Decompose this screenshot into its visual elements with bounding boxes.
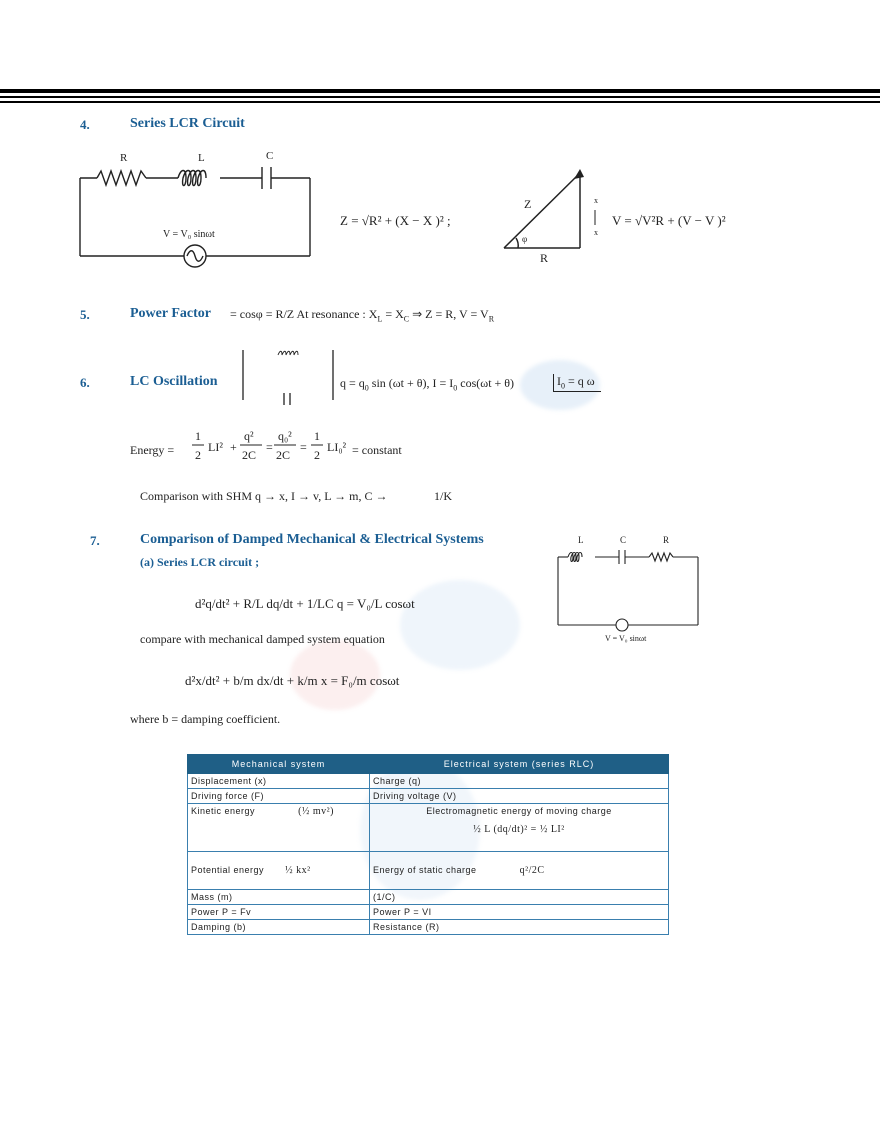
resistor-label: R xyxy=(120,152,128,164)
kinetic-energy-formula: (½ mv²) xyxy=(298,806,334,817)
section-title: Power Factor xyxy=(130,306,211,321)
phasor-triangle-diagram xyxy=(498,165,610,265)
lc-box-part: = q ω xyxy=(568,374,595,388)
lc-part: cos(ωt + θ) xyxy=(460,376,515,390)
table-cell-text: Energy of static charge xyxy=(373,865,477,875)
phasor-r-label: R xyxy=(540,251,549,265)
table-row xyxy=(188,920,669,935)
table-header: Electrical system (series RLC) xyxy=(370,755,669,774)
section-title: LC Oscillation xyxy=(130,374,218,389)
section-number: 5. xyxy=(80,307,90,322)
capacitor-label: C xyxy=(266,150,274,162)
table-cell-text: Kinetic energy xyxy=(191,806,256,816)
table-cell: Power P = VI xyxy=(370,905,669,920)
lc-part: sin (ωt + θ), I = I xyxy=(371,376,454,390)
svg-text:+: + xyxy=(230,440,237,454)
table-row xyxy=(188,774,669,789)
table-cell: Driving force (F) xyxy=(188,789,370,804)
damping-note: where b = damping coefficient. xyxy=(130,712,281,726)
power-factor-text: = cosφ = R/Z At resonance : $X_L = X_C$ ⇒ Z = R, $V = V_R$ xyxy=(230,307,495,324)
circuit2-l-label: L xyxy=(578,535,584,545)
table-cell xyxy=(188,852,370,890)
table-row xyxy=(188,804,669,852)
section-number: 6. xyxy=(80,375,90,390)
table-row xyxy=(188,852,669,890)
table-cell xyxy=(370,804,669,852)
section-title: Series LCR Circuit xyxy=(130,116,245,131)
svg-text:1: 1 xyxy=(195,429,201,443)
svg-text:x: x xyxy=(594,228,598,237)
table-cell xyxy=(370,852,669,890)
power-factor-part: = X xyxy=(385,307,404,321)
circuit2-c-label: C xyxy=(620,535,627,545)
series-lcr-circuit-diagram-2 xyxy=(553,545,703,640)
svg-text:1: 1 xyxy=(314,429,320,443)
shm-comparison: Comparison with SHM q → x, I → v, L → m, C → xyxy=(140,489,388,503)
lc-boxed-result: $I_0 = q$ ω xyxy=(553,374,601,392)
table-cell: Displacement (x) xyxy=(188,774,370,789)
power-factor-part: ⇒ Z = R, V = V xyxy=(412,307,489,321)
table-cell: Mass (m) xyxy=(188,890,370,905)
section-number: 4. xyxy=(80,117,90,132)
svg-text:=: = xyxy=(300,440,307,454)
power-factor-part: = cosφ = R/Z At resonance : X xyxy=(230,307,378,321)
lc-circuit-diagram xyxy=(238,345,338,415)
svg-text:2: 2 xyxy=(314,448,320,462)
inductor-label: L xyxy=(198,152,205,164)
potential-energy-formula: ½ kx² xyxy=(285,865,311,876)
impedance-formula: Z = √R² + (X − X )² ; xyxy=(340,213,451,228)
svg-text:LI²: LI² xyxy=(208,440,223,454)
shm-fraction: 1/K xyxy=(434,489,452,503)
table-cell: Damping (b) xyxy=(188,920,370,935)
voltage-formula: V = √V²R + (V − V )² xyxy=(612,213,726,228)
circuit2-r-label: R xyxy=(663,535,670,545)
svg-text:q₀²: q₀² xyxy=(278,429,292,443)
section-number: 7. xyxy=(90,533,100,548)
lc-box-part: I xyxy=(557,374,561,388)
table-cell: Resistance (R) xyxy=(370,920,669,935)
svg-text:2: 2 xyxy=(195,448,201,462)
table-row xyxy=(188,789,669,804)
header-rule-thick xyxy=(0,89,880,93)
phasor-angle-label: φ xyxy=(522,234,528,244)
svg-text:x: x xyxy=(594,196,598,205)
section-title: Comparison of Damped Mechanical & Electrical Systems xyxy=(140,532,484,547)
svg-text:2C: 2C xyxy=(242,448,257,462)
comparison-table xyxy=(187,754,669,935)
svg-text:LI₀²: LI₀² xyxy=(327,440,347,454)
em-energy-formula: ½ L (dq/dt)² = ½ LI² xyxy=(473,824,565,835)
lc-part: q = q xyxy=(340,376,365,390)
energy-label: Energy = xyxy=(130,443,175,457)
circuit2-source-label: V = V₀ sinωt xyxy=(605,634,647,643)
header-rule-thin xyxy=(0,101,880,103)
table-row xyxy=(188,890,669,905)
lcr-differential-equation: d²q/dt² + R/L dq/dt + 1/LC q = V₀/L cosωt xyxy=(195,596,415,611)
table-cell-text: Potential energy xyxy=(191,865,265,875)
table-cell: Charge (q) xyxy=(370,774,669,789)
subsection-title: (a) Series LCR circuit ; xyxy=(140,555,260,569)
table-header: Mechanical system xyxy=(188,755,370,774)
table-cell xyxy=(188,804,370,852)
table-cell: (1/C) xyxy=(370,890,669,905)
watermark-blob xyxy=(400,580,520,670)
table-cell: Driving voltage (V) xyxy=(370,789,669,804)
header-rule-mid xyxy=(0,96,880,98)
compare-text: compare with mechanical damped system equation xyxy=(140,632,385,646)
table-row xyxy=(188,905,669,920)
svg-text:q²: q² xyxy=(244,429,254,443)
svg-text:2C: 2C xyxy=(276,448,291,462)
lc-oscillation-text: $q = q_0$ sin (ωt + θ), $I = I_0$ cos(ωt + θ) xyxy=(340,376,515,393)
phasor-z-label: Z xyxy=(524,197,532,211)
energy-constant: = constant xyxy=(352,443,402,457)
source-label: V = V₀ sinωt xyxy=(163,229,215,240)
table-cell: Power P = Fv xyxy=(188,905,370,920)
static-energy-formula: q²/2C xyxy=(519,865,545,876)
mechanical-differential-equation: d²x/dt² + b/m dx/dt + k/m x = F₀/m cosωt xyxy=(185,673,400,688)
svg-text:=: = xyxy=(266,440,273,454)
table-cell-text: Electromagnetic energy of moving charge xyxy=(426,806,612,816)
